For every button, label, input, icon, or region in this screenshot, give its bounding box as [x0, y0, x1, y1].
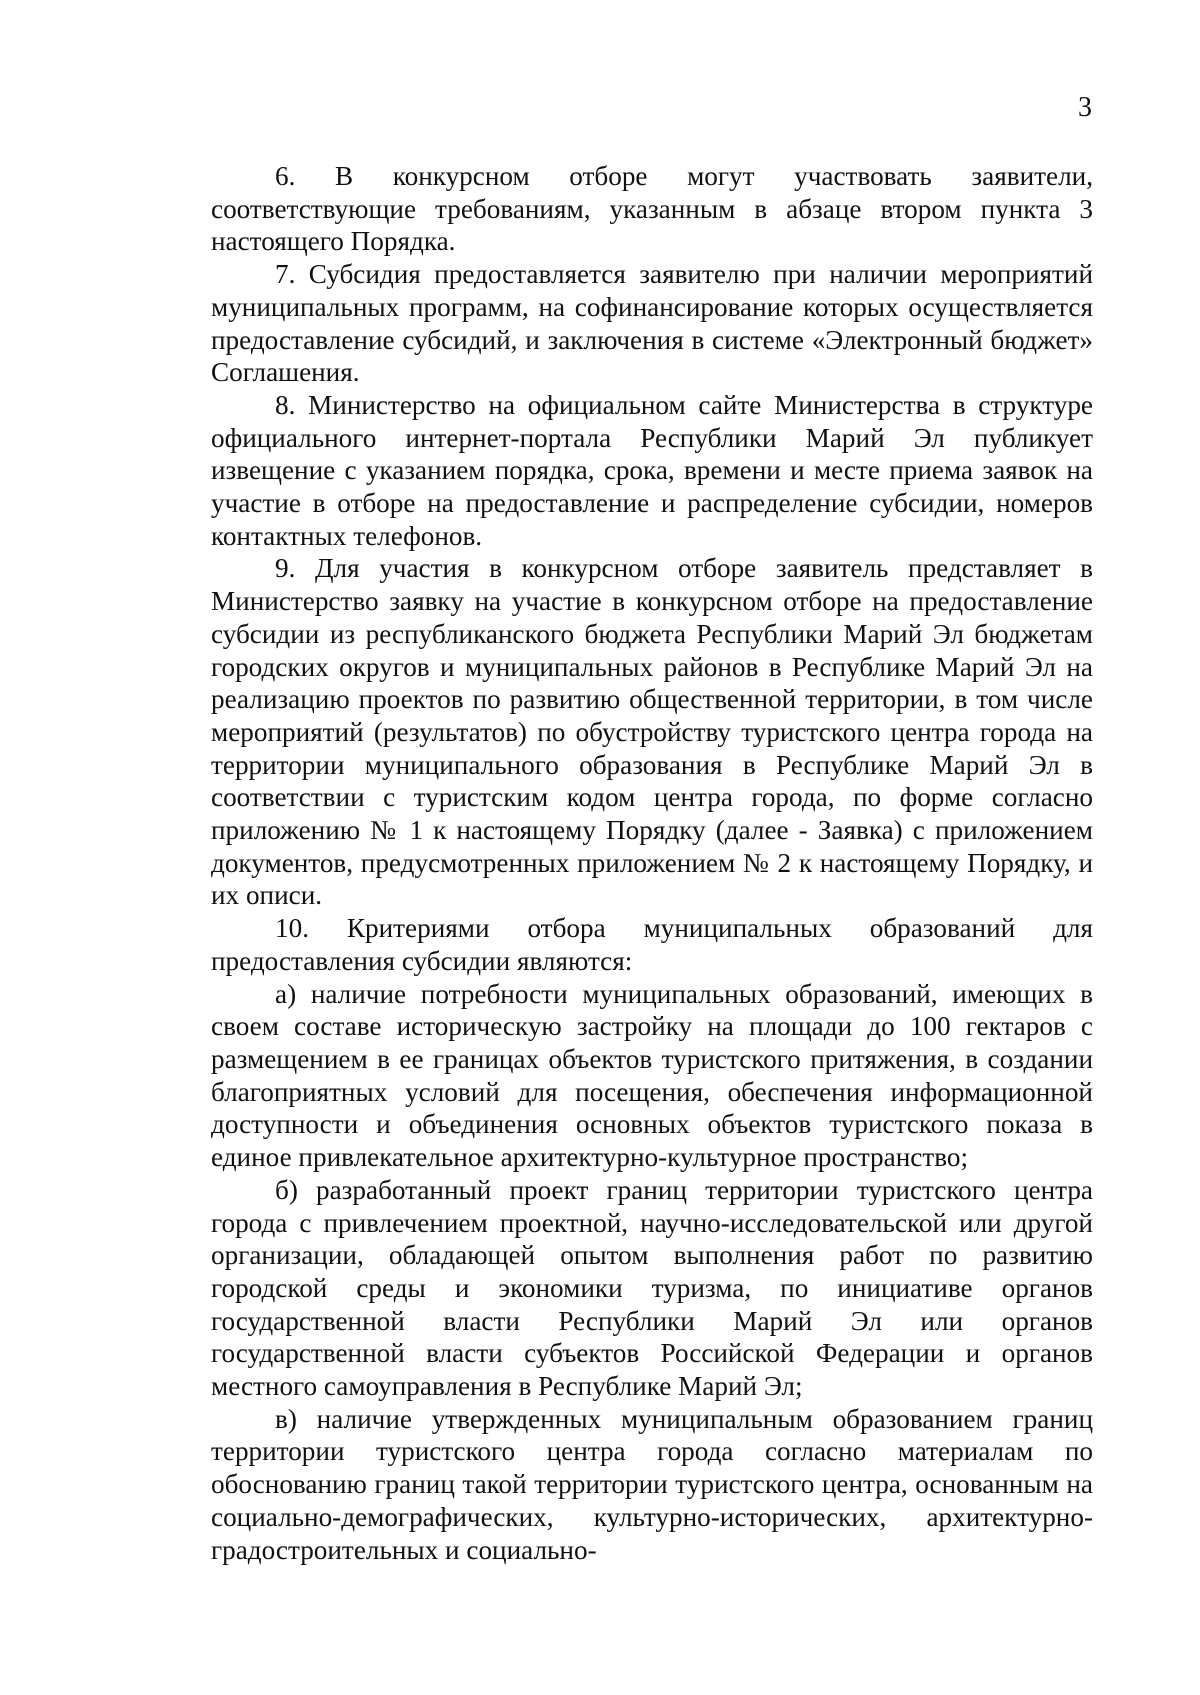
document-body	[211, 160, 1093, 1566]
paragraph-subitem-a: а) наличие потребности муниципальных образований, имеющих в своем составе историческую застройку на площади до 100 гектаров с размещением в ее границах объектов туристского притяжения, в создании благоприятных условий для посещения, обеспечения информационной доступности и объединения основных объектов туристского показа в единое привлекательное архитектурно-культурное пространство;	[211, 978, 1093, 1173]
paragraph-subitem-b: б) разработанный проект границ территории туристского центра города с привлечением проектной, научно-исследовательской или другой организации, обладающей опытом выполнения работ по развитию городской среды и экономики туризма, по инициативе органов государственной власти Республики Марий Эл или органов государственной власти субъектов Российской Федерации и органов местного самоуправления в Республике Марий Эл;	[211, 1174, 1093, 1402]
paragraph-item-9: 9. Для участия в конкурсном отборе заявитель представляет в Министерство заявку на участие в конкурсном отборе на предоставление субсидии из республиканского бюджета Республики Марий Эл бюджетам городских округов и муниципальных районов в Республике Марий Эл на реализацию проектов по развитию общественной территории, в том числе мероприятий (результатов) по обустройству туристского центра города на территории муниципального образования в Республике Марий Эл в соответствии с туристским кодом центра города, по форме согласно приложению № 1 к настоящему Порядку (далее - Заявка) с приложением документов, предусмотренных приложением № 2 к настоящему Порядку, и их описи.	[211, 553, 1093, 911]
paragraph-subitem-v: в) наличие утвержденных муниципальным образованием границ территории туристского центра города согласно материалам по обоснованию границ такой территории туристского центра, основанным на социально-демографических, культурно-исторических, архитектурно-градостроительных и социально-	[211, 1403, 1093, 1565]
paragraph-item-6: 6. В конкурсном отборе могут участвовать заявители, соответствующие требованиям, указанным в абзаце втором пункта 3 настоящего Порядка.	[211, 161, 1093, 257]
paragraph-item-7: 7. Субсидия предоставляется заявителю при наличии мероприятий муниципальных программ, на софинансирование которых осуществляется предоставление субсидий, и заключения в системе «Электронный бюджет» Соглашения.	[211, 259, 1093, 388]
paragraph-item-8: 8. Министерство на официальном сайте Министерства в структуре официального интернет-портала Республики Марий Эл публикует извещение с указанием порядка, срока, времени и месте приема заявок на участие в отборе на предоставление и распределение субсидии, номеров контактных телефонов.	[211, 389, 1093, 551]
page-number: 3	[1078, 92, 1092, 123]
paragraph-item-10: 10. Критериями отбора муниципальных образований для предоставления субсидии являются:	[211, 913, 1093, 976]
